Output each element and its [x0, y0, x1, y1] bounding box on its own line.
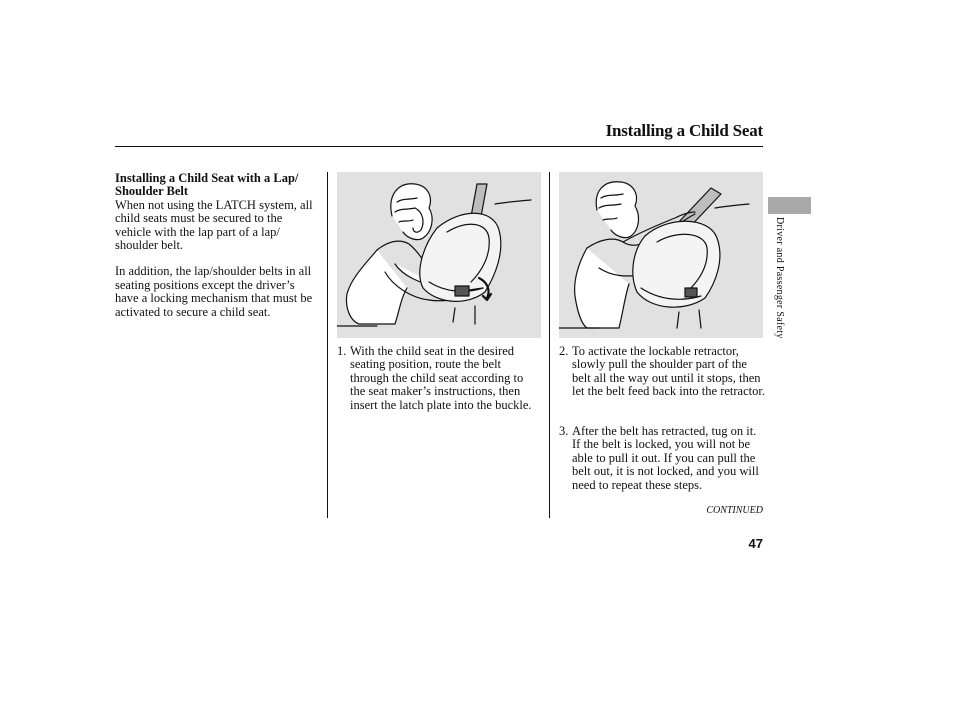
step-number: 3. — [559, 424, 569, 438]
figure-insert-latch-plate — [337, 172, 541, 338]
intro-paragraph-1: When not using the LATCH system, all child seats must be secured to the vehicle with the lap part of a lap/ shoulder belt. — [115, 197, 313, 253]
column-divider-1 — [327, 172, 328, 518]
intro-column — [115, 172, 321, 319]
step-text: After the belt has retracted, tug on it. If the belt is locked, you will not be able to pull it out. If you can pull the belt out, it is not locked, and you will need to repeat these steps. — [572, 424, 759, 492]
section-tab — [768, 197, 811, 214]
step-2 — [559, 345, 765, 399]
column-divider-2 — [549, 172, 550, 518]
intro-paragraph-2: In addition, the lap/shoulder belts in all seating positions except the driver’s have a locking mechanism that must be activated to secure a child seat. — [115, 264, 313, 319]
step-text: To activate the lockable retractor, slowly pull the shoulder part of the belt all the way out until it stops, then let the belt feed back into the retractor. — [572, 344, 765, 399]
figure-pull-shoulder-belt — [559, 172, 763, 338]
step-number: 1. — [337, 344, 347, 358]
continued-label: CONTINUED — [706, 505, 763, 516]
child-seat-illustration-2 — [559, 172, 763, 338]
step-text: With the child seat in the desired seating position, route the belt through the child seat according to the seat maker’s instructions, then insert the latch plate into the buckle. — [350, 344, 532, 412]
step-number: 2. — [559, 344, 569, 358]
step-3 — [559, 425, 765, 492]
section-tab-label: Driver and Passenger Safety — [774, 217, 785, 339]
page-header-title: Installing a Child Seat — [605, 121, 763, 140]
page-number: 47 — [748, 536, 763, 551]
step-1 — [337, 345, 541, 412]
section-heading: Installing a Child Seat with a Lap/ Shoulder Belt — [115, 171, 299, 199]
child-seat-illustration-1 — [337, 172, 541, 338]
header-rule — [115, 146, 763, 147]
